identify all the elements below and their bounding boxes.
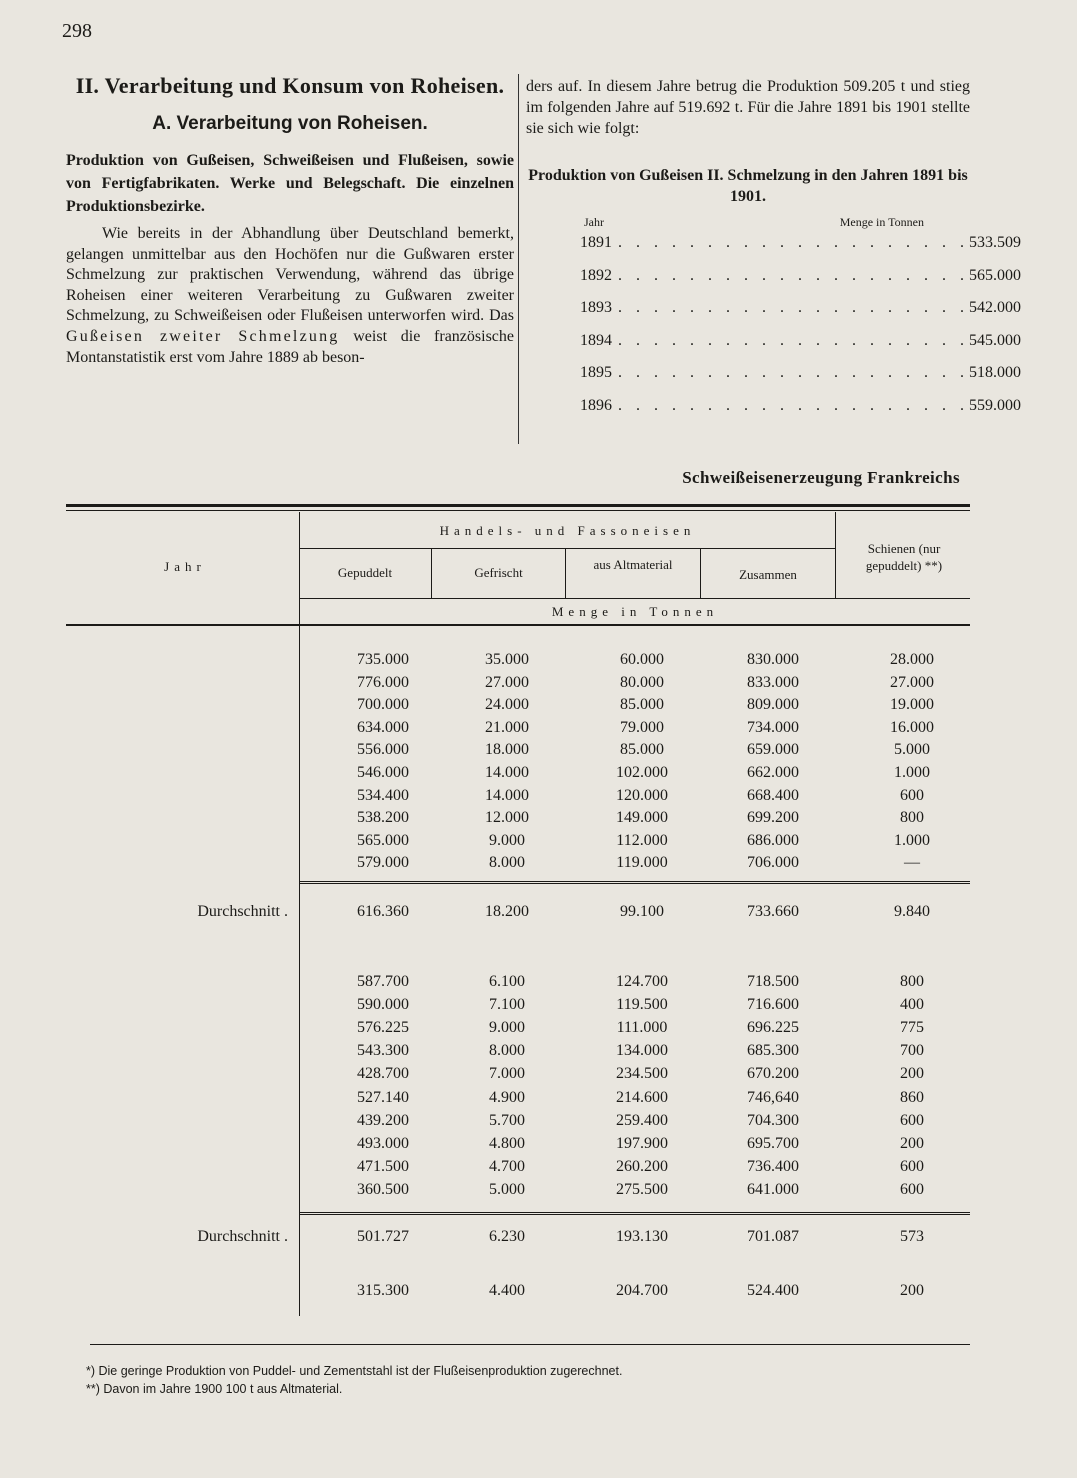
total-value: 716.600	[747, 996, 799, 1014]
scrap-value: 134.000	[616, 1042, 668, 1060]
total-value: 685.300	[747, 1042, 799, 1060]
rails-value: 1.000	[894, 764, 930, 781]
block2-total-rule-2	[299, 1214, 970, 1215]
puddled-value: 735.000	[357, 651, 409, 668]
rails-value: 600	[900, 1111, 924, 1129]
scrap-value: 275.500	[616, 1180, 668, 1198]
small-table-body	[526, 234, 1021, 429]
header-scrap: aus Altmaterial	[593, 557, 673, 572]
rails-value: 600	[900, 1157, 924, 1175]
refined-value: 14.000	[485, 786, 529, 804]
small-table-row	[526, 364, 1021, 397]
leader-dots: . . . . . . . . . . . . . . . . . . . .	[618, 364, 969, 381]
refined-value: 8.000	[489, 854, 525, 872]
total-value: 668.400	[747, 786, 799, 804]
small-table-value: 559.000	[969, 396, 1021, 414]
total-value: 686.000	[747, 831, 799, 849]
table-row	[72, 832, 972, 854]
total-value: 696.225	[747, 1019, 799, 1037]
table-row	[72, 696, 972, 718]
small-table-year: 1895	[580, 364, 612, 381]
table-row	[72, 674, 972, 696]
small-table-header	[526, 215, 970, 230]
puddled-value: 579.000	[357, 854, 409, 872]
header-divider-rails	[835, 512, 836, 598]
header-group: Handels- und Fassoneisen	[439, 523, 696, 538]
refined-value: 5.000	[489, 1180, 525, 1198]
scrap-value: 79.000	[620, 718, 664, 736]
table-row	[72, 651, 972, 673]
subchapter-heading: A. Verarbeitung von Roheisen.	[152, 113, 428, 134]
puddled-value: 634.000	[357, 718, 409, 736]
scrap-value: 85.000	[620, 741, 664, 759]
total-value: 704.300	[747, 1111, 799, 1129]
rails-value: 27.000	[890, 673, 934, 691]
refined-value: 18.000	[485, 741, 529, 759]
footnote-rule	[90, 1344, 970, 1345]
puddled-value: 546.000	[357, 764, 409, 781]
column-divider	[518, 74, 519, 444]
section-heading: Produktion von Gußeisen, Schweißeisen und Flußeisen, sowie von Fertigfabrikaten. Werke und Belegschaft. Die einzelnen Produktionsbezirke.	[66, 152, 514, 215]
table-row	[72, 1282, 972, 1304]
rails-value: 600	[900, 1180, 924, 1198]
table-row	[72, 1181, 972, 1203]
small-table-year: 1892	[580, 266, 612, 284]
rails-value: 200	[900, 1065, 924, 1083]
total-value: 662.000	[747, 764, 799, 781]
table-row	[72, 1158, 972, 1180]
refined-value: 4.400	[489, 1282, 525, 1299]
average-label: Durchschnitt .	[197, 903, 288, 920]
paragraph-text-b: weist die französische Montanstatistik erst vom Jahre 1889 ab beson-	[66, 327, 514, 366]
total-value: 701.087	[747, 1228, 799, 1245]
right-column	[526, 76, 1021, 429]
refined-value: 14.000	[485, 764, 529, 781]
table-row	[72, 1135, 972, 1157]
scrap-value: 197.900	[616, 1134, 668, 1152]
total-value: 736.400	[747, 1157, 799, 1175]
refined-value: 24.000	[485, 696, 529, 714]
table-row	[72, 1042, 972, 1064]
rails-value: —	[904, 854, 920, 872]
rails-value: 573	[900, 1228, 924, 1245]
header-year: Jahr	[164, 559, 206, 574]
puddled-value: 439.200	[357, 1111, 409, 1129]
small-table-value: 542.000	[969, 299, 1021, 316]
table-row	[72, 719, 972, 741]
small-table-value: 565.000	[969, 266, 1021, 284]
table-top-rule	[66, 504, 970, 507]
puddled-value: 700.000	[357, 696, 409, 714]
left-column	[66, 72, 514, 368]
header-divider-2	[565, 548, 566, 598]
scrap-value: 149.000	[616, 809, 668, 827]
scrap-value: 204.700	[616, 1282, 668, 1299]
rails-value: 775	[900, 1019, 924, 1037]
table-top-rule-thin	[66, 510, 970, 511]
refined-value: 5.700	[489, 1111, 525, 1129]
total-value: 699.200	[747, 809, 799, 827]
block1-total-rule-2	[299, 883, 970, 884]
scrap-value: 259.400	[616, 1111, 668, 1129]
right-paragraph: ders auf. In diesem Jahre betrug die Produktion 509.205 t und stieg im folgenden Jahre auf 519.692 t. Für die Jahre 1891 bis 1901 stellte sie sich wie folgt:	[526, 78, 970, 137]
puddled-value: 534.400	[357, 786, 409, 804]
total-value: 659.000	[747, 741, 799, 759]
footnotes	[86, 1362, 622, 1398]
rails-value: 16.000	[890, 718, 934, 736]
refined-value: 12.000	[485, 809, 529, 827]
puddled-value: 360.500	[357, 1180, 409, 1198]
header-total: Zusammen	[739, 567, 797, 582]
table-row	[72, 1112, 972, 1134]
rails-value: 400	[900, 996, 924, 1014]
header-rails: Schienen (nur gepuddelt) **)	[865, 541, 943, 573]
small-table-row	[526, 299, 1021, 332]
header-puddled: Gepuddelt	[337, 565, 393, 580]
scrap-value: 99.100	[620, 903, 664, 920]
small-table-value: 533.509	[969, 234, 1021, 251]
small-table-row	[526, 234, 1021, 267]
refined-value: 27.000	[485, 673, 529, 691]
rails-value: 19.000	[890, 696, 934, 714]
puddled-value: 501.727	[357, 1228, 409, 1245]
total-value: 830.000	[747, 651, 799, 668]
total-value: 746,640	[747, 1088, 799, 1106]
puddled-value: 565.000	[357, 831, 409, 849]
scrap-value: 234.500	[616, 1065, 668, 1083]
paragraph-text-a: Wie bereits in der Abhandlung über Deutschland bemerkt, gelangen unmittelbar aus den Hochöfen nur die Gußwaren erster Schmelzung zur praktischen Verwendung, während das übrige Roheisen einer weiteren Verarbeitung zu Gußwaren zweiter Schmelzung, zu Schweißeisen oder Flußeisen unterworfen wird. Das	[66, 225, 514, 325]
rails-value: 200	[900, 1282, 924, 1299]
rails-value: 9.840	[894, 903, 930, 920]
refined-value: 4.900	[489, 1088, 525, 1106]
table-row	[72, 996, 972, 1018]
scrap-value: 85.000	[620, 696, 664, 714]
total-value: 706.000	[747, 854, 799, 872]
leader-dots: . . . . . . . . . . . . . . . . . . . .	[618, 266, 969, 284]
body-paragraph	[66, 224, 514, 368]
total-value: 718.500	[747, 973, 799, 990]
puddled-value: 428.700	[357, 1065, 409, 1083]
small-table-amount-header: Menge in Tonnen	[839, 215, 924, 229]
scrap-value: 111.000	[616, 1019, 668, 1037]
rails-value: 800	[900, 809, 924, 827]
small-table-year: 1896	[580, 396, 612, 414]
puddled-value: 315.300	[357, 1282, 409, 1299]
small-table-year: 1891	[580, 234, 612, 251]
header-unit: Menge in Tonnen	[551, 604, 719, 619]
total-value: 809.000	[747, 696, 799, 714]
rails-value: 28.000	[890, 651, 934, 668]
table-row	[72, 973, 972, 995]
refined-value: 6.100	[489, 973, 525, 990]
average-row	[72, 903, 972, 925]
refined-value: 35.000	[485, 651, 529, 668]
leader-dots: . . . . . . . . . . . . . . . . . . . .	[618, 299, 969, 316]
puddled-value: 556.000	[357, 741, 409, 759]
table-row	[72, 1089, 972, 1111]
small-table-row	[526, 266, 1021, 300]
table-row	[72, 1019, 972, 1041]
page-number: 298	[62, 20, 92, 42]
table-row	[72, 764, 972, 786]
chapter-heading: II. Verarbeitung und Konsum von Roheisen.	[75, 73, 505, 98]
scrap-value: 119.000	[616, 854, 668, 872]
puddled-value: 543.300	[357, 1042, 409, 1060]
total-value: 734.000	[747, 718, 799, 736]
rails-value: 5.000	[894, 741, 930, 759]
small-table-value: 518.000	[969, 364, 1021, 381]
puddled-value: 527.140	[357, 1088, 409, 1106]
refined-value: 7.000	[489, 1065, 525, 1083]
main-table-title: Schweißeisenerzeugung Frankreichs	[682, 468, 960, 487]
scrap-value: 102.000	[616, 764, 668, 781]
small-table-row	[526, 396, 1021, 430]
puddled-value: 471.500	[357, 1157, 409, 1175]
small-table-year: 1893	[580, 299, 612, 316]
refined-value: 18.200	[485, 903, 529, 920]
rails-value: 1.000	[894, 831, 930, 849]
scrap-value: 124.700	[616, 973, 668, 990]
leader-dots: . . . . . . . . . . . . . . . . . . . .	[618, 331, 969, 349]
small-table-year-header: Jahr	[584, 215, 604, 229]
header-unit-line	[299, 598, 970, 599]
leader-dots: . . . . . . . . . . . . . . . . . . . .	[618, 234, 969, 251]
small-table-row	[526, 331, 1021, 365]
leader-dots: . . . . . . . . . . . . . . . . . . . .	[618, 396, 969, 414]
rails-value: 800	[900, 973, 924, 990]
total-value: 641.000	[747, 1180, 799, 1198]
refined-value: 9.000	[489, 831, 525, 849]
refined-value: 4.700	[489, 1157, 525, 1175]
scrap-value: 193.130	[616, 1228, 668, 1245]
total-value: 695.700	[747, 1134, 799, 1152]
table-row	[72, 741, 972, 763]
refined-value: 4.800	[489, 1134, 525, 1152]
table-row	[72, 1065, 972, 1087]
average-row	[72, 1228, 972, 1250]
puddled-value: 776.000	[357, 673, 409, 691]
block1-total-rule	[299, 881, 970, 882]
refined-value: 7.100	[489, 996, 525, 1014]
rails-value: 700	[900, 1042, 924, 1060]
scrap-value: 80.000	[620, 673, 664, 691]
scrap-value: 112.000	[616, 831, 668, 849]
rails-value: 860	[900, 1088, 924, 1106]
header-group-line	[299, 548, 835, 549]
small-table-year: 1894	[580, 331, 612, 349]
puddled-value: 538.200	[357, 809, 409, 827]
header-bottom-rule	[66, 624, 970, 626]
puddled-value: 576.225	[357, 1019, 409, 1037]
block2-total-rule	[299, 1212, 970, 1213]
refined-value: 21.000	[485, 718, 529, 736]
puddled-value: 587.700	[357, 973, 409, 990]
scrap-value: 119.500	[616, 996, 668, 1014]
table-row	[72, 854, 972, 876]
average-label: Durchschnitt .	[197, 1228, 288, 1245]
puddled-value: 590.000	[357, 996, 409, 1014]
refined-value: 8.000	[489, 1042, 525, 1060]
rails-value: 200	[900, 1134, 924, 1152]
scrap-value: 214.600	[616, 1088, 668, 1106]
total-value: 733.660	[747, 903, 799, 920]
table-row	[72, 809, 972, 831]
footnote-2: **) Davon im Jahre 1900 100 t aus Altmaterial.	[86, 1382, 343, 1396]
scrap-value: 60.000	[620, 651, 664, 668]
puddled-value: 493.000	[357, 1134, 409, 1152]
refined-value: 9.000	[489, 1019, 525, 1037]
table-row	[72, 787, 972, 809]
scrap-value: 260.200	[616, 1157, 668, 1175]
rails-value: 600	[900, 786, 924, 804]
total-value: 833.000	[747, 673, 799, 691]
paragraph-spaced-text: Gußeisen zweiter Schmelzung	[66, 327, 340, 345]
total-value: 670.200	[747, 1065, 799, 1083]
total-value: 524.400	[747, 1282, 799, 1299]
small-table-value: 545.000	[969, 331, 1021, 349]
puddled-value: 616.360	[357, 903, 409, 920]
scrap-value: 120.000	[616, 786, 668, 804]
header-refined: Gefrischt	[474, 565, 523, 580]
refined-value: 6.230	[489, 1228, 525, 1245]
footnote-1: *) Die geringe Produktion von Puddel- und Zementstahl ist der Flußeisenproduktion zugerechnet.	[86, 1364, 623, 1378]
small-table-title: Produktion von Gußeisen II. Schmelzung in den Jahren 1891 bis 1901.	[528, 167, 968, 205]
